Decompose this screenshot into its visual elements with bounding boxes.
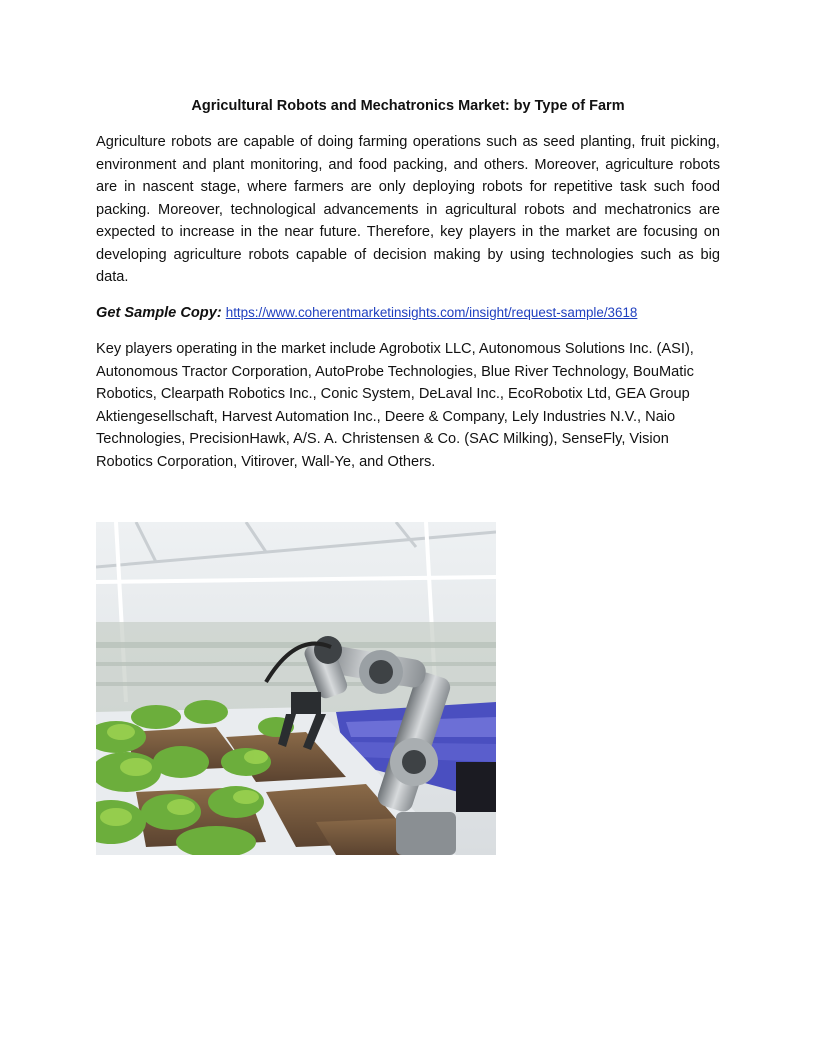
key-players-paragraph: Key players operating in the market include Agrobotix LLC, Autonomous Solutions Inc. (ASI), Autonomous Tractor Corporation, AutoProbe Technologies, Blue River Technology, BouMatic Robotics, Clearpath Robotics Inc., Conic System, DeLaval Inc., EcoRobotix Ltd, GEA Group Aktiengesellschaft, Harvest Automation Inc., Deere & Company, Lely Industries N.V., Naio Technologies, PrecisionHawk, A/S. A. Christensen & Co. (SAC Milking), SenseFly, Vision Robotics Corporation, Vitirover, Wall-Ye, and Others. xyxy=(96,341,694,470)
sample-copy-line xyxy=(96,302,720,325)
sample-copy-label: Get Sample Copy: xyxy=(96,305,222,321)
document-title: Agricultural Robots and Mechatronics Market: by Type of Farm xyxy=(191,98,625,114)
sample-copy-link[interactable]: https://www.coherentmarketinsights.com/insight/request-sample/3618 xyxy=(225,305,638,320)
intro-paragraph: Agriculture robots are capable of doing farming operations such as seed planting, fruit picking, environment and plant monitoring, and food packing, and others. Moreover, agriculture robots are in nascent stage, where farmers are only deploying robots for repetitive task such food packing. Moreover, technological advancements in agricultural robots and mechatronics are expected to increase in the near future. Therefore, key players in the market are focusing on developing agriculture robots capable of decision making by using technologies such as big data. xyxy=(96,134,720,285)
greenhouse-robot-photo xyxy=(96,522,496,855)
